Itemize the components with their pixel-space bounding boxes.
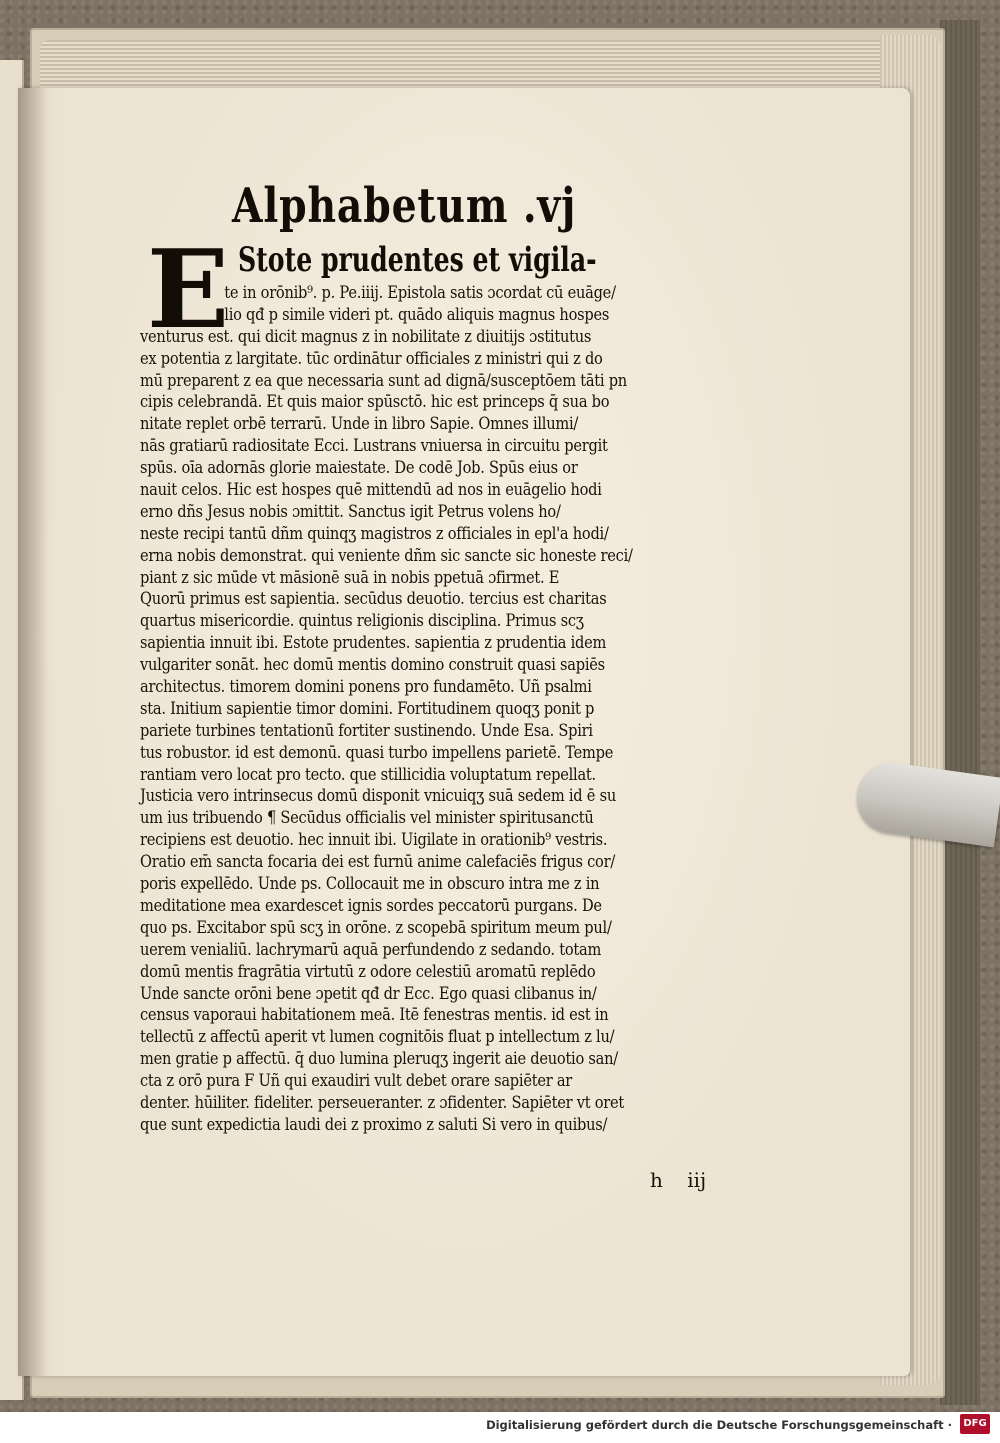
text-line: uerem venialiū. lachrymarū aquā perfundendo z sedando. totam xyxy=(140,939,602,960)
text-line: nitate replet orbē terrarū. Unde in libro Sapie. Omnes illumi/ xyxy=(140,414,579,435)
signature-mark: h iij xyxy=(650,1168,707,1192)
text-line: quo ps. Excitabor spū scʒ in orōne. z scopebā spiritum meum pul/ xyxy=(140,917,612,938)
first-text-line: Stote prudentes et vigila- xyxy=(238,240,597,280)
text-line: piant z sic mūde vt māsionē suā in nobis ppetuā ɔfirmet. E xyxy=(140,567,560,588)
text-line: sta. Initium sapientie timor domini. Fortitudinem quoqʒ ponit p xyxy=(140,698,595,719)
text-line: Quorū primus est sapientia. secūdus deuotio. tercius est charitas xyxy=(140,589,607,610)
text-line: meditatione mea exardescet ignis sordes peccatorū purgans. De xyxy=(140,895,602,916)
text-line: ex potentia z largitate. tūc ordinātur officiales z ministri qui z do xyxy=(140,348,603,369)
book-spine-edge xyxy=(940,20,980,1405)
text-line: erna nobis demonstrat. qui veniente dñm sic sancte sic honeste reci/ xyxy=(140,545,633,566)
text-line: quartus misericordie. quintus religionis disciplina. Primus scʒ xyxy=(140,611,584,632)
text-line: nās gratiarū radiositate Ecci. Lustrans vniuersa in circuitu pergit xyxy=(140,436,608,457)
text-line: domū mentis fragrātia virtutū z odore celestiū aromatū replēdo xyxy=(140,961,596,982)
text-line: recipiens est deuotio. hec innuit ibi. Uigilate in orationib⁹ vestris. xyxy=(140,830,608,851)
text-line: venturus est. qui dicit magnus z in nobilitate z diuitijs ɔstitutus xyxy=(140,326,592,347)
text-line: que sunt expedictia laudi dei z proximo z saluti Si vero in quibus/ xyxy=(140,1114,608,1135)
funding-notice: Digitalisierung gefördert durch die Deutsche Forschungsgemeinschaft · xyxy=(486,1418,952,1432)
decorated-initial: E xyxy=(146,227,230,353)
text-line: tellectū z affectū aperit vt lumen cognitōis fluat p intellectum z lu/ xyxy=(140,1027,615,1048)
text-line: nauit celos. Hic est hospes quē mittendū ad nos in euāgelio hodi xyxy=(140,480,602,501)
body-text xyxy=(140,283,740,1137)
text-line: mū preparent z ea que necessaria sunt ad dignā/susceptōem tāti pn xyxy=(140,370,627,391)
text-line: denter. hūiliter. fideliter. perseueranter. z ɔfidenter. Sapiēter vt oret xyxy=(140,1092,625,1113)
text-line: spūs. oīa adornās glorie maiestate. De codē Job. Spūs eius or xyxy=(140,458,578,479)
text-line: Unde sancte orōni bene ɔpetit qđ dr Ecc. Ego quasi clibanus in/ xyxy=(140,983,597,1004)
text-line: poris expellēdo. Unde ps. Collocauit me in obscuro intra me z in xyxy=(140,874,600,895)
text-line: tus robustor. id est demonū. quasi turbo impellens parietē. Tempe xyxy=(140,742,614,763)
text-line: men gratie p affectū. q̄ duo lumina pleruqʒ ingerit aie deuotio san/ xyxy=(140,1049,618,1070)
text-line: te in orōnib⁹. p. Pe.iiij. Epistola satis ɔcordat cū euāge/ xyxy=(224,283,616,303)
text-line: rantiam vero locat pro tecto. que stillicidia voluptatum repellat. xyxy=(140,764,596,785)
text-line: erno dñs Jesus nobis ɔmittit. Sanctus igit Petrus volens ho/ xyxy=(140,501,561,522)
text-line: um ius tribuendo ¶ Secūdus officialis vel minister spiritusanctū xyxy=(140,808,594,829)
text-line: neste recipi tantū dñm quinqʒ magistros z officiales in epl'a hodi/ xyxy=(140,523,609,544)
text-line: cta z orō pura F Uñ qui exaudiri vult debet orare sapiēter ar xyxy=(140,1071,573,1092)
text-line: architectus. timorem domini ponens pro fundamēto. Uñ psalmi xyxy=(140,677,592,698)
page-heading: Alphabetum .vj xyxy=(232,178,577,234)
text-line: Oratio em̄ sancta focaria dei est furnū anime calefaciēs frigus cor/ xyxy=(140,852,615,873)
dfg-logo: DFG xyxy=(960,1414,990,1434)
text-line: cipis celebrandā. Et quis maior spūsctō. hic est princeps q̄ sua bo xyxy=(140,392,610,413)
gutter-shadow xyxy=(18,88,48,1376)
text-line: Justicia vero intrinsecus domū disponit vnicuiqʒ suā sedem id ē su xyxy=(140,786,616,807)
text-line: pariete turbines tentationū fortiter sustinendo. Unde Esa. Spiri xyxy=(140,720,593,741)
text-line: sapientia innuit ibi. Estote prudentes. sapientia z prudentia idem xyxy=(140,633,607,654)
text-line: vulgariter sonāt. hec domū mentis domino construit quasi sapiēs xyxy=(140,655,605,676)
text-line: census vaporaui habitationem meā. Itē fenestras mentis. id est in xyxy=(140,1005,609,1026)
page-top-edges xyxy=(40,40,940,92)
text-line: lio qđ p simile videri pt. quādo aliquis magnus hospes xyxy=(224,304,610,325)
